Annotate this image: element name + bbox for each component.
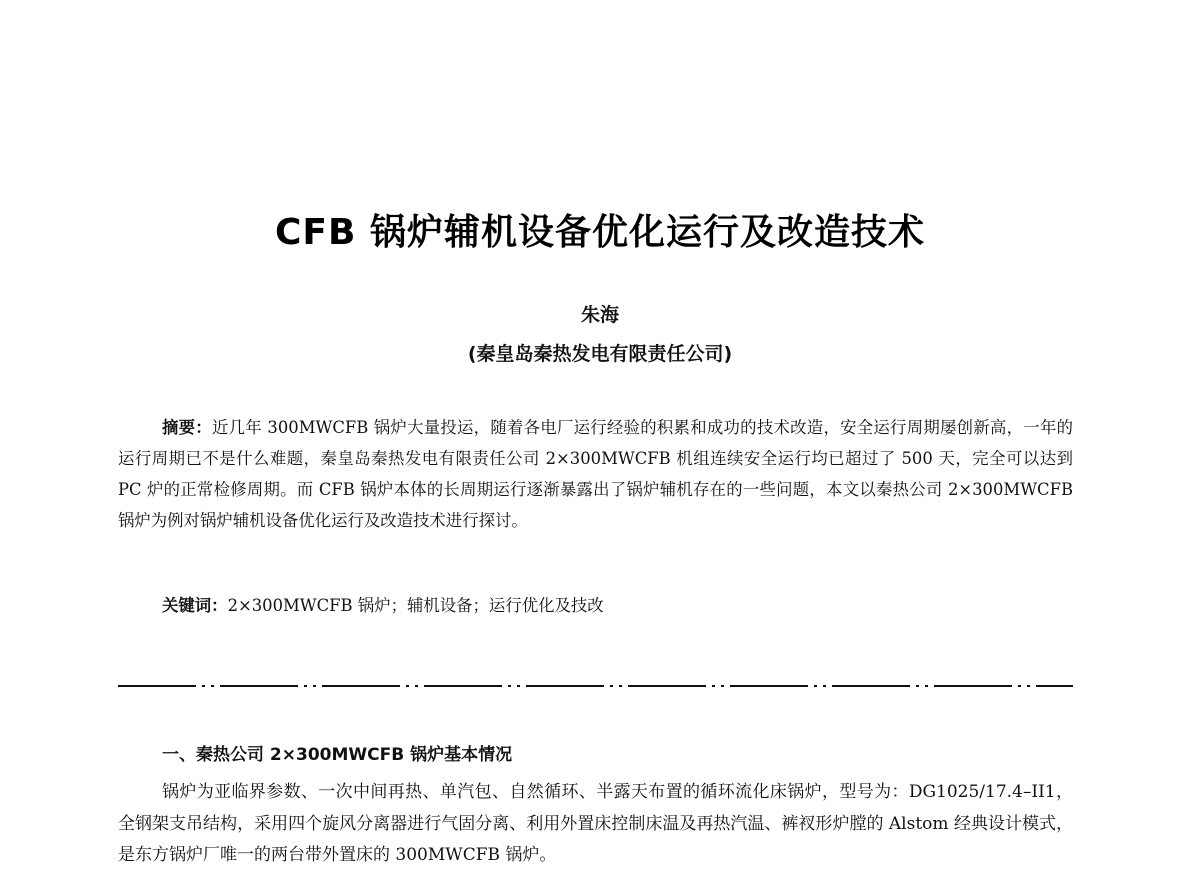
keywords-line [162, 590, 1062, 621]
author-affiliation: (秦皇岛秦热发电有限责任公司) [467, 343, 733, 365]
paper-title: CFB 锅炉辅机设备优化运行及改造技术 [275, 212, 925, 253]
keywords-label: 关键词： [162, 596, 228, 615]
section-divider [118, 684, 1073, 688]
section-heading: 一、秦热公司 2×300MWCFB 锅炉基本情况 [162, 745, 513, 765]
abstract-label: 摘要： [162, 418, 212, 437]
abstract-paragraph [118, 412, 1073, 536]
abstract-text: 近几年 300MWCFB 锅炉大量投运，随着各电厂运行经验的积累和成功的技术改造，安全运行周期屡创新高，一年的运行周期已不是什么难题，秦皇岛秦热发电有限责任公司 2×300MWCFB 机组连续安全运行均已超过了 500 天，完全可以达到 PC 炉的正常检修周期。而 CFB 锅炉本体的长周期运行逐渐暴露出了锅炉辅机存在的一些问题，本文以秦热公司 2×300MWCFB 锅炉为例对锅炉辅机设备优化运行及改造技术进行探讨。 [118, 418, 1073, 530]
author-name: 朱海 [580, 304, 619, 326]
keywords-text: 2×300MWCFB 锅炉；辅机设备；运行优化及技改 [227, 596, 604, 615]
section-body-paragraph: 锅炉为亚临界参数、一次中间再热、单汽包、自然循环、半露天布置的循环流化床锅炉，型号为：DG1025/17.4–II1，全钢架支吊结构，采用四个旋风分离器进行气固分离、利用外置床控制床温及再热汽温、裤衩形炉膛的 Alstom 经典设计模式，是东方锅炉厂唯一的两台带外置床的 300MWCFB 锅炉。 [118, 782, 1073, 865]
